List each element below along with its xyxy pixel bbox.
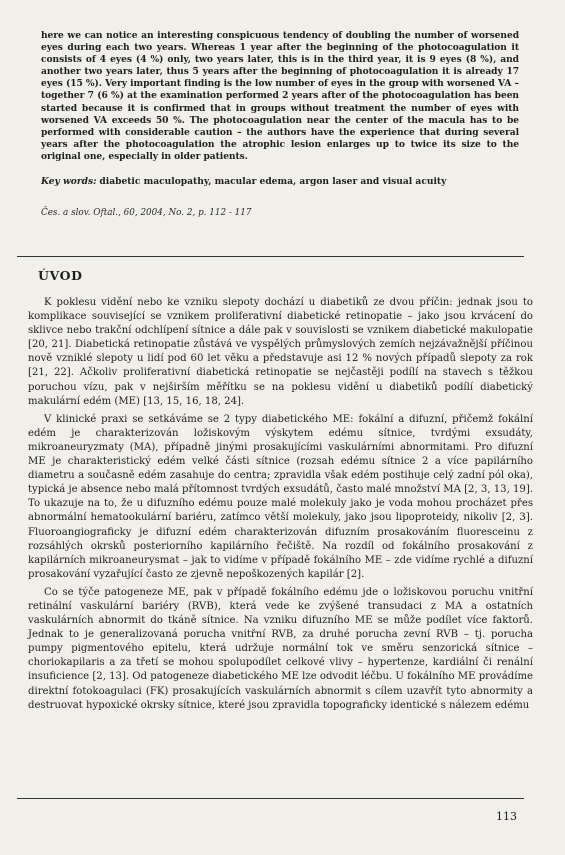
article-body (28, 296, 533, 717)
citation: Čes. a slov. Oftal., 60, 2004, No. 2, p. 112 - 117 (41, 208, 252, 218)
section-divider-top (17, 256, 524, 257)
keywords-line (41, 176, 519, 188)
body-paragraph-1: K poklesu vidění nebo ke vzniku slepoty dochází u diabetiků ze dvou příčin: jednak jsou to komplikace související se vznikem proliferativní diabetické retinopatie – jako jsou krvácení do sklivce nebo trakční odchlípení sítnice a dále pak v souvislosti se vznikem diabetické makulopatie [20, 21]. Diabetická retinopatie zůstává ve vyspělých průmyslových zemích nejzávažnější příčinou nově vzniklé slepoty u lidí pod 60 let věku a představuje asi 12 % nových případů slepoty za rok [21, 22]. Ačkoliv proliferativní diabetická retinopatie se nejčastěji podílí na stavech s těžkou poruchou vízu, pak v nejširším měřítku se na poklesu vidění u diabetiků podílí diabetický makulární edém (ME) [13, 15, 16, 18, 24]. (28, 297, 533, 407)
abstract-text: here we can notice an interesting conspicuous tendency of doubling the number of worsened eyes during each two years. Whereas 1 year after the beginning of the photocoagulation it consists of 4 eyes (4 %) only, two years later, this is in the third year, it is 9 eyes (8 %), and another two years later, thus 5 years after the beginning of photocoagulation it is already 17 eyes (15 %). Very important finding is the low number of eyes in the group with worsened VA – together 7 (6 %) at the examination performed 2 years after of the photocoagulation has been started because it is confirmed that in groups without treatment the number of eyes with worsened VA exceeds 50 %. The photocoagulation near the center of the macula has to be performed with considerable caution – the authors have the experience that during several years after the photocoagulation the atrophic lesion enlarges up to twice its size to the original one, especially in older patients. (41, 30, 519, 162)
keywords-text: diabetic maculopathy, macular edema, argon laser and visual acuity (99, 176, 447, 187)
section-title: ÚVOD (38, 268, 83, 283)
body-paragraph-3: Co se týče patogeneze ME, pak v případě fokálního edému jde o ložiskovou poruchu vnitřní retinální vaskulární bariéry (RVB), která vede ke zvýšené transudaci z MA a ostatních vaskulárních abnormit do tkáně sítnice. Na vzniku difuzního ME se může podílet více faktorů. Jednak to je generalizovaná porucha vnitřní RVB, za druhé porucha zevní RVB – tj. porucha pumpy pigmentového epitelu, která udržuje normální tok ve směru senzorická sítnice – choriokapilaris a za třetí se mohou spolupodílet celkové vlivy – hypertenze, kardiální či renální insuficience [2, 13]. Od patogeneze diabetického ME lze odvodit léčbu. U fokálního ME provádíme direktní fotokoagulaci (FK) prosakujících vaskulárních abnormit s cílem uzavřít tyto abnormity a destruovat hypoxické okrsky sítnice, které jsou zpravidla topograficky identické s nálezem edému (28, 586, 534, 711)
footer-divider (17, 798, 524, 799)
body-paragraph-2: V klinické praxi se setkáváme se 2 typy diabetického ME: fokální a difuzní, přičemž fokální edém je charakterizován ložiskovým výskytem edému sítnice, tvrdými exsudáty, mikroaneuryzmaty (MA), případně jinými prosakujícími vaskulárními abnormitami. Pro difuzní ME je charakteristický edém velké části sítnice (rozsah edému sítnice 2 a více papilárního diametru a současně edém zasahuje do centra; zpravidla však edém postihuje celý zadní pól oka), typická je absence nebo malá přítomnost tvrdých exsudátů, často malé množství MA [2, 3, 13, 19]. To ukazuje na to, že u difuzního edému pouze malé molekuly jako je voda mohou procházet přes abnormální hematookulární bariéru, zatímco větší molekuly, jako jsou lipoproteidy, nikoliv [2, 3]. Fluoroangiograficky je difuzní edém charakterizován difuzním prosakováním fluoresceinu z rozsáhlých okrsků posteriorního kapilárního řečiště. Na rozdíl od fokálního prosakování z kapilárních mikroaneurysmat – jak to vidíme v případě fokálního ME – zde vidíme rychlé a difuzní prosakování vyzařující často ze zjevně nepoškozených kapilár [2]. (28, 413, 533, 580)
keywords-label: Key words: (41, 176, 97, 187)
page-number: 113 (496, 810, 517, 823)
